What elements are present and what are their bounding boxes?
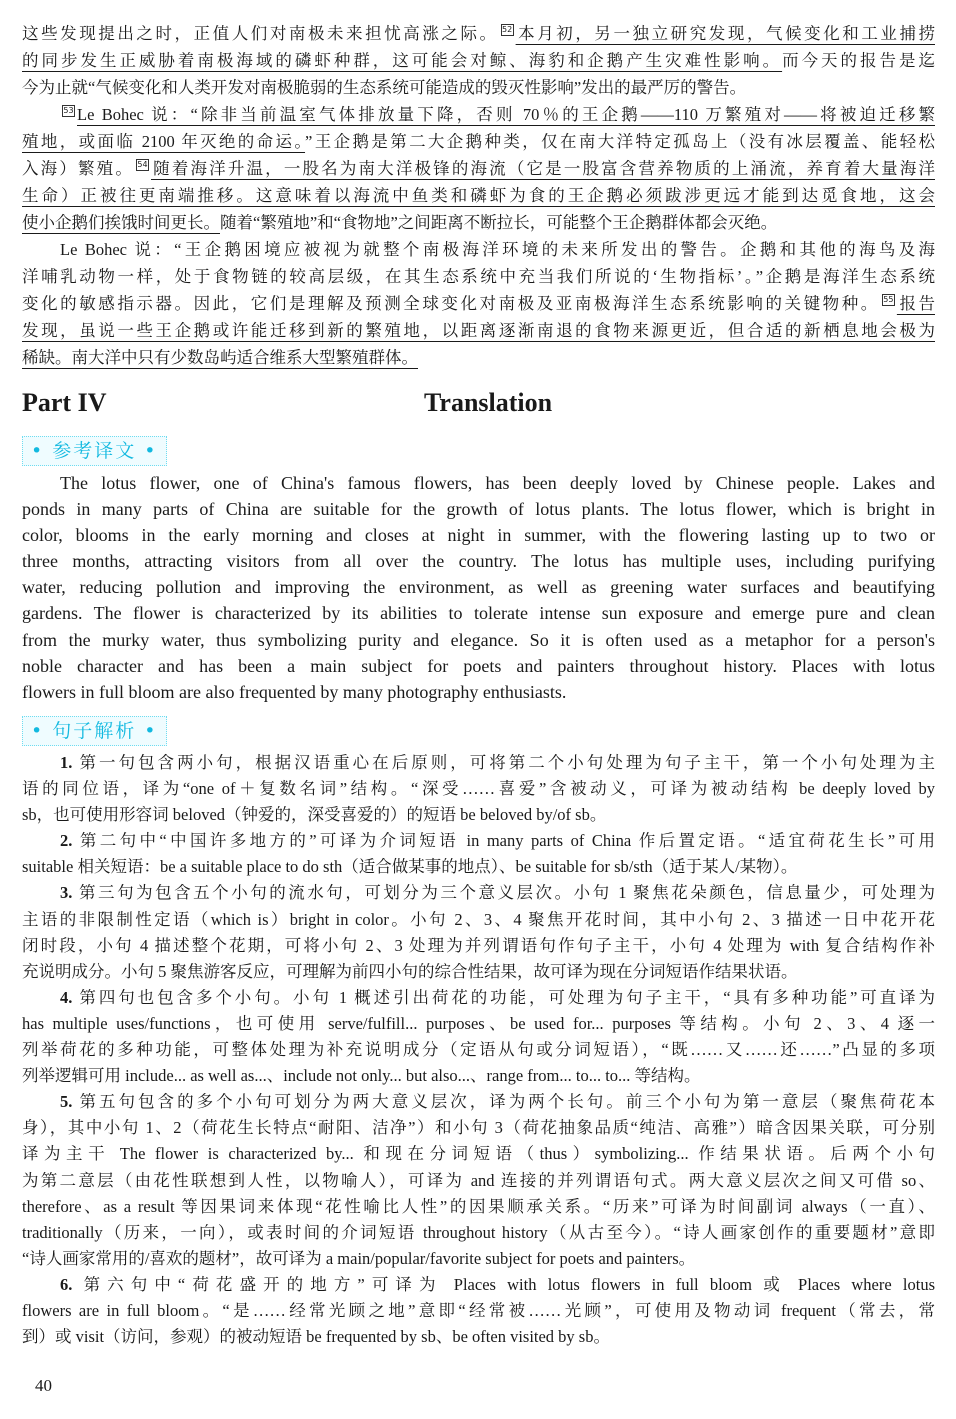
text-segment: 充说明成分。小句 5 聚焦游客反应，可理解为前四小句的综合性结果，故可译为现在分词短语作结果状语。 xyxy=(22,961,798,981)
analysis-line xyxy=(22,1011,935,1037)
sentence-analysis-label: • 句子解析 • xyxy=(22,716,167,746)
text-line xyxy=(22,155,935,182)
underlined-text: 使小企鹅们挨饿时间更长。 xyxy=(22,213,220,232)
text-line xyxy=(22,20,935,47)
item-number: 4. xyxy=(60,987,73,1007)
underlined-text: 本月初，另一独立研究发现，气候变化和工业捕捞 xyxy=(515,24,935,43)
text-line xyxy=(22,317,935,344)
text-segment: 变化的敏感指示器。因此，它们是理解及预测全球变化对南极及亚南极海洋生态系统影响的关键物种。 xyxy=(22,294,880,313)
item-number: 1. xyxy=(60,753,73,772)
text-segment: Le Bohec 说：“王企鹅困境应被视为就整个南极海洋环境的未来所发出的警告。企鹅和其他的海鸟及海 xyxy=(60,240,935,259)
analysis-line xyxy=(22,776,935,802)
underlined-text: 生命）正被往更南端推移。这意味着以海流中鱼类和磷虾为食的王企鹅必须跋涉更远才能到达觅食地，这会 xyxy=(22,186,935,205)
text-line: water, reducing pollution and improving the environment, as well as greening water surfaces and beautifying xyxy=(22,577,935,598)
text-segment: 第四句也包含多个小句。小句 1 概述引出荷花的功能，可处理为句子主干，“具有多种功能”可直译为 xyxy=(72,987,935,1007)
analysis-line xyxy=(22,880,935,906)
item-number: 3. xyxy=(60,883,73,903)
text-line: flowers in full bloom are also frequented by many photography enthusiasts. xyxy=(22,681,567,702)
footnote-marker: 52 xyxy=(502,25,513,34)
text-segment: flowers are in full bloom。“是……经常光顾之地”意即“经常被……光顾”，可使用及物动词 frequent（常去，常 xyxy=(22,1300,935,1320)
text-line: noble character and has been a main subject for poets and painters throughout history. Places with lotus xyxy=(22,655,935,676)
text-segment: suitable 相关短语：be a suitable place to do sth（适合做某事的地点）、be suitable for sb/sth（适于某人/某物）。 xyxy=(22,857,798,877)
footnote-marker: 53 xyxy=(63,106,74,115)
analysis-line xyxy=(22,1220,935,1246)
item-number: 5. xyxy=(60,1092,73,1112)
text-line xyxy=(22,101,935,128)
underlined-text: 随着海洋升温，一股名为南大洋极锋的海流（它是一股富含营养物质的上涌流，养育着大量海洋 xyxy=(151,159,935,178)
sentence-analysis xyxy=(22,750,935,1350)
text-line xyxy=(22,290,935,317)
text-line xyxy=(22,344,935,371)
page-number: 40 xyxy=(35,1376,52,1395)
text-segment: 第二句中“中国许多地方的”可译为介词短语 in many parts of China 作后置定语。“适宜荷花生长”可用 xyxy=(72,831,935,851)
text-segment: “诗人画家常用的/喜欢的题材”，故可译为 a main/popular/favorite subject for poets and painters。 xyxy=(22,1248,696,1268)
underlined-text: 报告 xyxy=(896,294,935,313)
footnote-marker: 54 xyxy=(137,160,148,169)
text-segment: 第五句包含的多个小句可划分为两大意义层次，译为两个长句。前三个小句为第一意层（聚焦荷花本 xyxy=(72,1092,935,1112)
analysis-line xyxy=(22,1168,935,1194)
text-line: from the murky water, thus symbolizing purity and elegance. So it is often used as a metaphor for a person's xyxy=(22,629,935,650)
analysis-line xyxy=(22,1141,935,1167)
text-segment: 译为主干 The flower is characterized by... 和现在分词短语（thus）symbolizing... 作结果状语。后两个小句 xyxy=(22,1144,935,1164)
analysis-line xyxy=(22,828,935,854)
analysis-line xyxy=(22,933,935,959)
footnote-marker: 55 xyxy=(883,295,894,304)
text-segment: 身），其中小句 1、2（荷花生长特点“耐阳、洁净”）和小句 3（荷花抽象品质“纯洁、高雅”）暗含因果关联，可分别 xyxy=(22,1118,935,1138)
text-line: three months, attracting visitors from all over the country. The lotus has multiple uses, including purifying xyxy=(22,551,935,572)
analysis-line xyxy=(22,854,935,880)
section-title: Translation xyxy=(424,388,553,417)
underlined-text: Le Bohec 说：“除非当前温室气体排放量下降，否则 70％的王企鹅——110 万繁殖对——将被迫迁移繁 xyxy=(77,105,935,124)
item-number: 2. xyxy=(60,831,73,851)
text-line xyxy=(22,74,935,101)
underlined-text: 殖地，或面临 2100 年灭绝的命运。 xyxy=(22,132,306,151)
part-heading: Part IV xyxy=(22,388,107,417)
analysis-line xyxy=(22,1298,935,1324)
text-segment: 第一句包含两小句，根据汉语重心在后原则，可将第二个小句处理为句子主干，第一个小句处理为主 xyxy=(72,753,935,772)
text-segment: sb，也可使用形容词 beloved（钟爱的，深受喜爱的）的短语 be beloved by/of sb。 xyxy=(22,805,607,825)
underlined-text: 稀缺。南大洋中只有少数岛屿适合维系大型繁殖群体。 xyxy=(22,348,418,367)
text-line xyxy=(22,182,935,209)
text-segment: 入海）繁殖。 xyxy=(22,159,134,178)
reference-translation xyxy=(22,470,935,705)
analysis-line xyxy=(22,750,935,776)
text-line xyxy=(22,128,935,155)
analysis-line xyxy=(22,1037,935,1063)
analysis-line xyxy=(22,1246,935,1272)
text-segment: 第三句为包含五个小句的流水句，可划分为三个意义层次。小句 1 聚焦花朵颜色，信息量少，可处理为 xyxy=(72,883,935,903)
analysis-line xyxy=(22,985,935,1011)
text-segment: 到）或 visit（访问，参观）的被动短语 be frequented by sb、be often visited by sb。 xyxy=(22,1327,610,1347)
text-line: gardens. The flower is characterized by its abilities to tolerate intense sun exposure and emerge pure and clean xyxy=(22,603,935,624)
text-line xyxy=(22,236,935,263)
analysis-line xyxy=(22,1194,935,1220)
analysis-line xyxy=(22,959,935,985)
text-segment: 列举逻辑可用 include... as well as...、include not only... but also...、range from... to... to... 等结构。 xyxy=(22,1066,701,1086)
text-line: ponds in many parts of China are suitable for the growth of lotus plants. The lotus flower, which is bright in xyxy=(22,499,935,520)
text-segment: 而今天的报告是迄 xyxy=(782,51,935,70)
analysis-line xyxy=(22,1063,935,1089)
text-segment: 语的同位语，译为“one of＋复数名词”结构。“深受……喜爱”含被动义，可译为被动结构 be deeply loved by xyxy=(22,779,935,799)
text-line: color, blooms in the early morning and closes at night in summer, with the flowering lasting up to two or xyxy=(22,525,935,546)
text-segment: ”王企鹅是第二大企鹅种类，仅在南大洋特定孤岛上（没有冰层覆盖、能轻松 xyxy=(305,132,935,151)
text-segment: 列举荷花的多种功能，可整体处理为补充说明成分（定语从句或分词短语），“既……又……还……”凸显的多项 xyxy=(22,1040,935,1060)
analysis-line xyxy=(22,907,935,933)
text-segment: 随着“繁殖地”和“食物地”之间距离不断拉长，可能整个王企鹅群体都会灭绝。 xyxy=(220,213,778,232)
text-line xyxy=(22,209,935,236)
text-segment: 洋哺乳动物一样，处于食物链的较高层级，在其生态系统中充当我们所说的‘生物指标’。”企鹅是海洋生态系统 xyxy=(22,267,935,286)
text-segment: 今为止就“气候变化和人类开发对南极脆弱的生态系统可能造成的毁灭性影响”发出的最严厉的警告。 xyxy=(22,78,747,97)
text-segment: 这些发现提出之时，正值人们对南极未来担忧高涨之际。 xyxy=(22,24,499,43)
analysis-line xyxy=(22,1115,935,1141)
analysis-line xyxy=(22,1089,935,1115)
analysis-line xyxy=(22,1272,935,1298)
text-segment: 闭时段，小句 4 描述整个花期，可将小句 2、3 处理为并列谓语句作句子主干，小句 4 处理为 with 复合结构作补 xyxy=(22,935,935,955)
underlined-text: 发现，虽说一些王企鹅或许能迁移到新的繁殖地，以距离逐渐南退的食物来源更近，但合适的新栖息地会极为 xyxy=(22,321,935,340)
text-line: The lotus flower, one of China's famous flowers, has been deeply loved by Chinese people. Lakes and xyxy=(60,473,935,493)
passage-text xyxy=(22,20,935,371)
reference-translation-label: • 参考译文 • xyxy=(22,436,167,466)
text-segment: therefore、as a result 等因果词来体现“花性喻比人性”的因果顺承关系。“历来”可译为时间副词 always（一直）、 xyxy=(22,1196,935,1216)
text-segment: has multiple uses/functions，也可使用 serve/fulfill... purposes、be used for... purposes 等结构。小句 2、3、4 逐一 xyxy=(22,1013,935,1033)
text-segment: 主语的非限制性定语（which is）bright in color。小句 2、3、4 聚焦开花时间，其中小句 2、3 描述一日中花开花 xyxy=(22,909,935,929)
text-segment: 第六句中“荷花盛开的地方”可译为 Places with lotus flowers in full bloom 或 Places where lotus xyxy=(72,1274,935,1294)
text-line xyxy=(22,47,935,74)
text-line xyxy=(22,263,935,290)
analysis-line xyxy=(22,1324,935,1350)
text-segment: 为第二意层（由花性联想到人性，以物喻人），可译为 and 连接的并列谓语句式。两大意义层次之间又可借 so、 xyxy=(22,1170,935,1190)
item-number: 6. xyxy=(60,1274,73,1294)
text-segment: traditionally（历来，一向），或表时间的介词短语 throughout history（从古至今）。“诗人画家创作的重要题材”意即 xyxy=(22,1222,935,1242)
analysis-line xyxy=(22,802,935,828)
underlined-text: 的同步发生正威胁着南极海域的磷虾种群，这可能会对鲸、海豹和企鹅产生灾难性影响。 xyxy=(22,51,783,70)
